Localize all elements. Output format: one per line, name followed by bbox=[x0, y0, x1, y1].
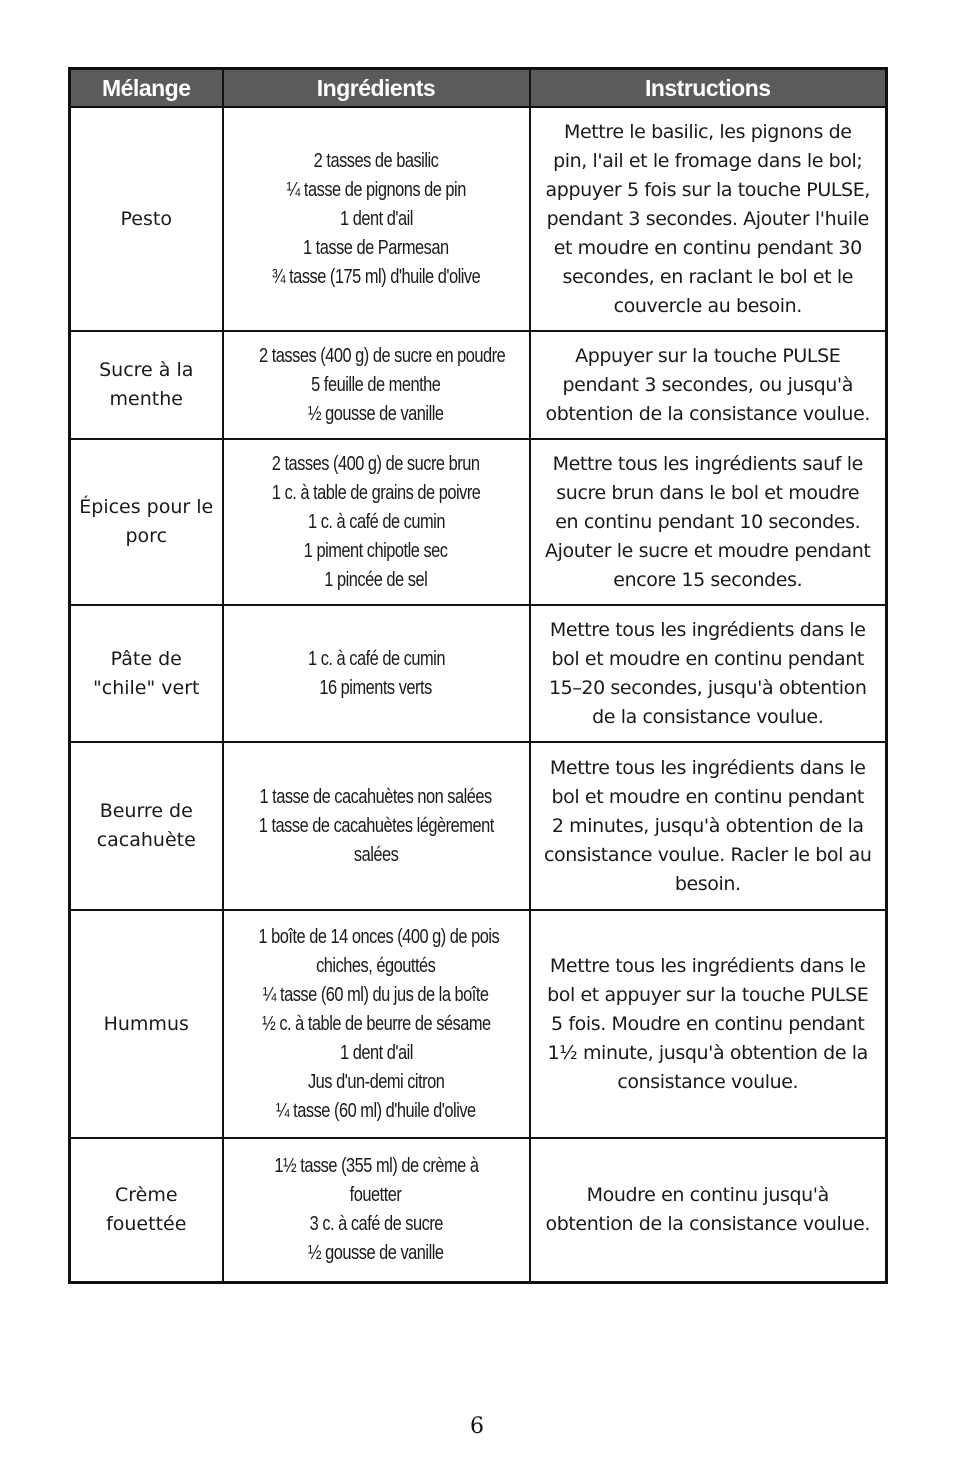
line-text: pin, l'ail et le fromage dans le bol; bbox=[553, 149, 863, 172]
line-text: pendant 3 secondes, ou jusqu'à bbox=[562, 373, 853, 396]
instructions-cell bbox=[530, 1138, 887, 1282]
ingredients-line bbox=[232, 952, 521, 981]
line-text: Hummus bbox=[103, 1012, 189, 1035]
ingredients-line bbox=[232, 1097, 521, 1126]
ingredients-line bbox=[232, 1210, 521, 1239]
line-text: ½ c. à table de beurre de sésame bbox=[261, 1012, 491, 1035]
line-text: consistance voulue. bbox=[617, 1070, 799, 1093]
instructions-cell bbox=[530, 605, 887, 742]
mix-name-cell bbox=[70, 1138, 223, 1282]
line-text: 2 tasses (400 g) de sucre brun bbox=[272, 452, 480, 475]
ingredients-line bbox=[232, 841, 521, 870]
line-text: 1 tasse de cacahuètes non salées bbox=[259, 785, 493, 808]
line-text: Moudre en continu jusqu'à bbox=[586, 1183, 829, 1206]
instructions-line bbox=[537, 147, 880, 176]
recipe-table bbox=[68, 67, 888, 1284]
line-text: pendant 3 secondes. Ajouter l'huile bbox=[546, 207, 869, 230]
mix-name-line bbox=[79, 385, 214, 414]
instructions-line bbox=[537, 703, 880, 732]
line-text: ½ gousse de vanille bbox=[308, 1241, 444, 1264]
ingredients-line bbox=[232, 1068, 521, 1097]
line-text: 1½ tasse (355 ml) de crème à bbox=[273, 1154, 479, 1177]
ingredients-line bbox=[232, 508, 521, 537]
instructions-line bbox=[537, 234, 880, 263]
line-text: couvercle au besoin. bbox=[613, 294, 802, 317]
line-text: 1 tasse de Parmesan bbox=[303, 236, 449, 259]
ingredients-line bbox=[232, 783, 521, 812]
ingredients-line bbox=[232, 400, 521, 429]
line-text: 1 pincée de sel bbox=[324, 568, 428, 591]
mix-name-line bbox=[79, 522, 214, 551]
ingredients-line bbox=[232, 234, 521, 263]
line-text: 1 boîte de 14 onces (400 g) de pois bbox=[257, 925, 499, 948]
table-row bbox=[70, 439, 887, 605]
line-text: 15–20 secondes, jusqu'à obtention bbox=[548, 676, 867, 699]
line-text: Pâte de bbox=[110, 647, 182, 670]
line-text: Sucre à la bbox=[99, 359, 194, 381]
line-text: bol et appuyer sur la touche PULSE bbox=[547, 983, 869, 1006]
ingredients-line bbox=[232, 450, 521, 479]
mix-name-line bbox=[79, 493, 214, 522]
line-text: appuyer 5 fois sur la touche PULSE, bbox=[545, 178, 870, 201]
line-text: fouetter bbox=[350, 1183, 402, 1206]
ingredients-line bbox=[232, 1039, 521, 1068]
line-text: consistance voulue. Racler le bol au bbox=[544, 843, 872, 866]
ingredients-line bbox=[232, 812, 521, 841]
ingredients-line bbox=[232, 537, 521, 566]
table-row bbox=[70, 1138, 887, 1282]
line-text: besoin. bbox=[674, 872, 741, 895]
ingredients-line bbox=[232, 263, 521, 292]
ingredients-cell bbox=[223, 742, 530, 910]
mix-name-line bbox=[79, 645, 214, 674]
table-row bbox=[70, 605, 887, 742]
table-row bbox=[70, 910, 887, 1138]
ingredients-line bbox=[232, 147, 521, 176]
line-text: 1 c. à table de grains de poivre bbox=[271, 481, 481, 504]
header-row bbox=[70, 69, 887, 108]
instructions-line bbox=[537, 754, 880, 783]
line-text: 1 c. à café de cumin bbox=[307, 510, 445, 533]
ingredients-line bbox=[232, 1152, 521, 1181]
ingredients-line bbox=[232, 371, 521, 400]
ingredients-line bbox=[232, 645, 521, 674]
instructions-cell bbox=[530, 910, 887, 1138]
line-text: de la consistance voulue. bbox=[592, 705, 824, 728]
instructions-line bbox=[537, 400, 880, 429]
mix-name-cell bbox=[70, 331, 223, 439]
instructions-line bbox=[537, 205, 880, 234]
ingredients-cell bbox=[223, 910, 530, 1138]
line-text: ¼ tasse de pignons de pin bbox=[286, 178, 466, 201]
line-text: fouettée bbox=[106, 1212, 187, 1235]
instructions-line bbox=[537, 292, 880, 321]
line-text: ¼ tasse (60 ml) du jus de la boîte bbox=[263, 983, 489, 1006]
mix-name-line bbox=[79, 674, 214, 703]
line-text: Mettre tous les ingrédients sauf le bbox=[552, 452, 863, 475]
ingredients-line bbox=[232, 981, 521, 1010]
mix-name-cell bbox=[70, 742, 223, 910]
instructions-cell bbox=[530, 742, 887, 910]
instructions-line bbox=[537, 841, 880, 870]
line-text: Mettre tous les ingrédients dans le bbox=[549, 756, 866, 779]
ingredients-cell bbox=[223, 107, 530, 331]
instructions-line bbox=[537, 566, 880, 595]
instructions-line bbox=[537, 812, 880, 841]
instructions-line bbox=[537, 1210, 880, 1239]
line-text: Crème bbox=[114, 1183, 178, 1206]
table-row bbox=[70, 742, 887, 910]
line-text: 1 dent d'ail bbox=[339, 207, 413, 230]
line-text: bol et moudre en continu pendant bbox=[551, 647, 864, 670]
ingredients-line bbox=[232, 923, 521, 952]
instructions-line bbox=[537, 508, 880, 537]
mix-name-line bbox=[79, 1010, 214, 1039]
line-text: Mettre le basilic, les pignons de bbox=[563, 120, 852, 143]
instructions-line bbox=[537, 342, 880, 371]
instructions-line bbox=[537, 1068, 880, 1097]
line-text: menthe bbox=[109, 388, 183, 410]
line-text: obtention de la consistance voulue. bbox=[545, 1212, 870, 1235]
ingredients-line bbox=[232, 674, 521, 703]
ingredients-line bbox=[232, 205, 521, 234]
ingredients-cell bbox=[223, 439, 530, 605]
ingredients-line bbox=[232, 1010, 521, 1039]
line-text: 3 c. à café de sucre bbox=[309, 1212, 443, 1235]
line-text: Épices pour le bbox=[79, 496, 214, 518]
header-melange: Mélange bbox=[70, 69, 223, 108]
line-text: Appuyer sur la touche PULSE bbox=[575, 344, 841, 367]
instructions-line bbox=[537, 1039, 880, 1068]
page-number: 6 bbox=[470, 1414, 484, 1439]
ingredients-cell bbox=[223, 331, 530, 439]
ingredients-cell bbox=[223, 605, 530, 742]
table-body bbox=[70, 107, 887, 1282]
line-text: 16 piments verts bbox=[319, 676, 433, 699]
line-text: 1 c. à café de cumin bbox=[307, 647, 445, 670]
instructions-cell bbox=[530, 331, 887, 439]
instructions-line bbox=[537, 450, 880, 479]
instructions-line bbox=[537, 479, 880, 508]
instructions-line bbox=[537, 674, 880, 703]
instructions-line bbox=[537, 645, 880, 674]
line-text: 5 fois. Moudre en continu pendant bbox=[551, 1012, 865, 1035]
line-text: porc bbox=[125, 525, 168, 547]
line-text: 1 dent d'ail bbox=[339, 1041, 413, 1064]
line-text: bol et moudre en continu pendant bbox=[551, 785, 864, 808]
ingredients-line bbox=[232, 342, 521, 371]
line-text: 5 feuille de menthe bbox=[311, 373, 441, 396]
line-text: en continu pendant 10 secondes. bbox=[555, 510, 861, 533]
ingredients-line bbox=[232, 566, 521, 595]
line-text: Ajouter le sucre et moudre pendant bbox=[545, 539, 871, 562]
line-text: secondes, en raclant le bol et le bbox=[562, 265, 853, 288]
line-text: 1 piment chipotle sec bbox=[304, 539, 448, 562]
line-text: Pesto bbox=[120, 207, 172, 230]
instructions-cell bbox=[530, 439, 887, 605]
instructions-line bbox=[537, 1181, 880, 1210]
ingredients-line bbox=[232, 1239, 521, 1268]
line-text: et moudre en continu pendant 30 bbox=[553, 236, 862, 259]
mix-name-line bbox=[79, 356, 214, 385]
line-text: cacahuète bbox=[96, 829, 196, 851]
line-text: ¾ tasse (175 ml) d'huile d'olive bbox=[271, 265, 481, 288]
line-text: chiches, égouttés bbox=[316, 954, 436, 977]
table-row bbox=[70, 107, 887, 331]
instructions-line bbox=[537, 616, 880, 645]
instructions-line bbox=[537, 371, 880, 400]
ingredients-line bbox=[232, 479, 521, 508]
line-text: 1½ minute, jusqu'à obtention de la bbox=[547, 1041, 868, 1064]
line-text: ¼ tasse (60 ml) d'huile d'olive bbox=[276, 1099, 476, 1122]
mix-name-line bbox=[79, 1210, 214, 1239]
instructions-line bbox=[537, 783, 880, 812]
ingredients-cell bbox=[223, 1138, 530, 1282]
instructions-line bbox=[537, 537, 880, 566]
instructions-line bbox=[537, 952, 880, 981]
line-text: 2 tasses (400 g) de sucre en poudre bbox=[258, 344, 505, 367]
header-instructions: Instructions bbox=[530, 69, 887, 108]
instructions-cell bbox=[530, 107, 887, 331]
table-row bbox=[70, 331, 887, 439]
line-text: "chile" vert bbox=[93, 676, 200, 699]
mix-name-line bbox=[79, 797, 214, 826]
line-text: obtention de la consistance voulue. bbox=[545, 402, 870, 425]
mix-name-line bbox=[79, 826, 214, 855]
instructions-line bbox=[537, 870, 880, 899]
instructions-line bbox=[537, 263, 880, 292]
instructions-line bbox=[537, 176, 880, 205]
line-text: Mettre tous les ingrédients dans le bbox=[549, 618, 866, 641]
header-ingredients: Ingrédients bbox=[223, 69, 530, 108]
line-text: 1 tasse de cacahuètes légèrement bbox=[258, 814, 494, 837]
mix-name-cell bbox=[70, 107, 223, 331]
ingredients-line bbox=[232, 1181, 521, 1210]
line-text: 2 tasses de basilic bbox=[313, 149, 439, 172]
line-text: Mettre tous les ingrédients dans le bbox=[549, 954, 866, 977]
line-text: ½ gousse de vanille bbox=[308, 402, 444, 425]
line-text: salées bbox=[353, 843, 399, 866]
mix-name-cell bbox=[70, 439, 223, 605]
ingredients-line bbox=[232, 176, 521, 205]
line-text: 2 minutes, jusqu'à obtention de la bbox=[551, 814, 864, 837]
instructions-line bbox=[537, 1010, 880, 1039]
instructions-line bbox=[537, 981, 880, 1010]
mix-name-cell bbox=[70, 605, 223, 742]
line-text: encore 15 secondes. bbox=[613, 568, 803, 591]
line-text: sucre brun dans le bol et moudre bbox=[556, 481, 860, 504]
line-text: Beurre de bbox=[99, 800, 193, 822]
line-text: Jus d'un-demi citron bbox=[307, 1070, 445, 1093]
mix-name-line bbox=[79, 1181, 214, 1210]
instructions-line bbox=[537, 118, 880, 147]
mix-name-cell bbox=[70, 910, 223, 1138]
mix-name-line bbox=[79, 205, 214, 234]
